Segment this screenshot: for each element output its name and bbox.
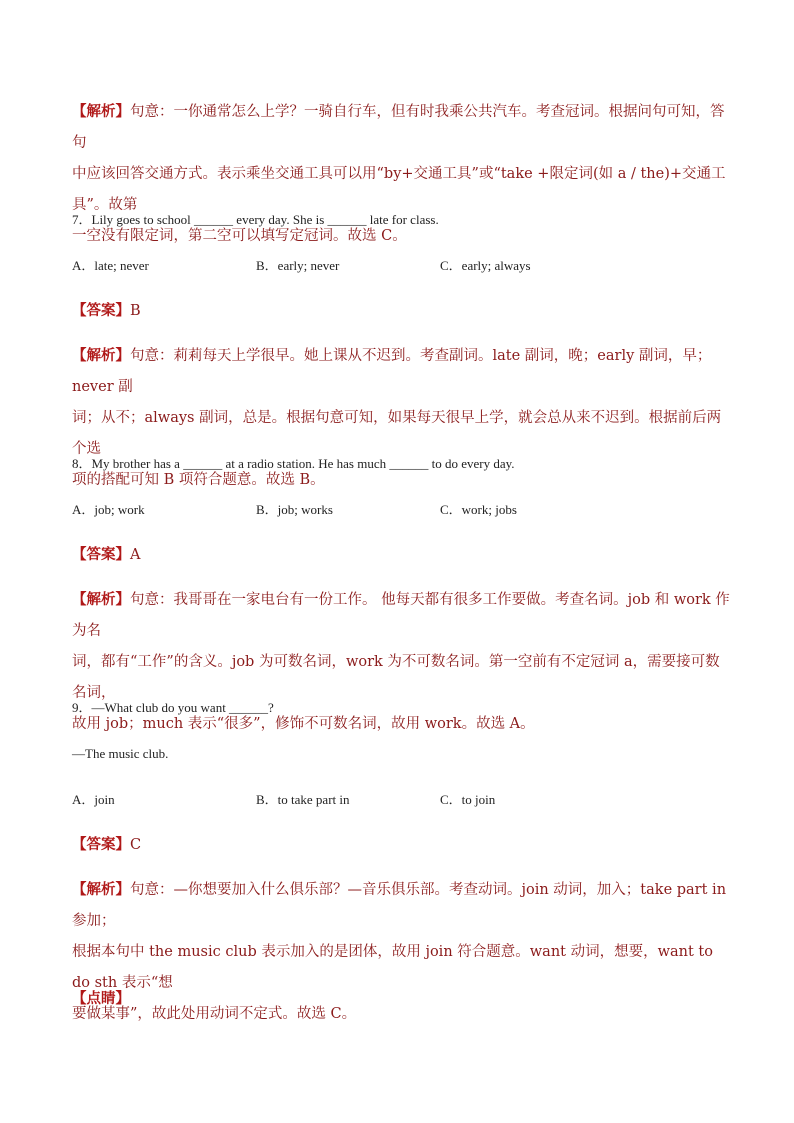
tip-heading	[72, 987, 732, 1008]
tip-tag: 【点睛】	[72, 990, 130, 1007]
option-c: C．work; jobs	[440, 502, 517, 517]
option-b: B．to take part in	[256, 792, 350, 807]
option-b: B．job; works	[256, 502, 333, 517]
answer-value: B	[130, 303, 141, 319]
analysis-line: 中应该回答交通方式。表示乘坐交通工具可以用“by+交通工具”或“take +限定词(如 a / the)+交通工具”。故第	[72, 166, 726, 213]
answer-value: A	[130, 547, 141, 563]
analysis-tag: 【解析】	[72, 591, 130, 608]
option-c: C．early; always	[440, 258, 531, 273]
answer-tag: 【答案】	[72, 546, 130, 563]
question-7: 7．Lily goes to school ______ every day. She is ______ late for class.	[72, 212, 439, 227]
answer-7	[72, 299, 732, 320]
option-b: B．early; never	[256, 258, 340, 273]
analysis-tag: 【解析】	[72, 103, 130, 120]
option-a: A．join	[72, 792, 115, 807]
question-9: 9．—What club do you want ______?	[72, 700, 274, 715]
analysis-line: 词，都有“工作”的含义。job 为可数名词，work 为不可数名词。第一空前有不定冠词 a，需要接可数名词，	[72, 654, 720, 701]
answer-value: C	[130, 837, 142, 853]
option-c: C．to join	[440, 792, 496, 807]
analysis-line: 项的搭配可知 B 项符合题意。故选 B。	[72, 472, 325, 488]
question-7-options	[72, 255, 732, 275]
analysis-line: 要做某事”，故此处用动词不定式。故选 C。	[72, 1006, 357, 1022]
analysis-line: 一空没有限定词，第二空可以填写定冠词。故选 C。	[72, 228, 407, 244]
analysis-line: 词；从不；always 副词，总是。根据句意可知，如果每天很早上学，就会总从来不迟到。根据前后两个选	[72, 410, 722, 457]
option-a: A．job; work	[72, 502, 145, 517]
option-a: A．late; never	[72, 258, 149, 273]
answer-tag: 【答案】	[72, 836, 130, 853]
analysis-line: 【解析】句意：莉莉每天上学很早。她上课从不迟到。考查副词。late 副词，晚；early 副词，早；never 副	[72, 347, 712, 395]
question-8-options	[72, 499, 732, 519]
question-8: 8．My brother has a ______ at a radio station. He has much ______ to do every day.	[72, 456, 515, 471]
analysis-tag: 【解析】	[72, 347, 130, 364]
analysis-line: 【解析】句意：一你通常怎么上学？一骑自行车，但有时我乘公共汽车。考查冠词。根据问句可知，答句	[72, 103, 725, 151]
analysis-line: 【解析】句意：—你想要加入什么俱乐部？—音乐俱乐部。考查动词。join 动词，加入；take part in 参加；	[72, 881, 727, 929]
question-9-options	[72, 789, 732, 809]
analysis-tag: 【解析】	[72, 881, 130, 898]
analysis-line: 【解析】句意：我哥哥在一家电台有一份工作。 他每天都有很多工作要做。考查名词。job 和 work 作为名	[72, 591, 730, 639]
answer-8	[72, 543, 732, 564]
question-9-reply: —The music club.	[72, 746, 169, 761]
answer-9	[72, 833, 732, 854]
answer-tag: 【答案】	[72, 302, 130, 319]
analysis-line: 根据本句中 the music club 表示加入的是团体，故用 join 符合题意。want 动词，想要，want to do sth 表示“想	[72, 944, 713, 991]
analysis-line: 故用 job；much 表示“很多”，修饰不可数名词，故用 work。故选 A。	[72, 716, 535, 732]
